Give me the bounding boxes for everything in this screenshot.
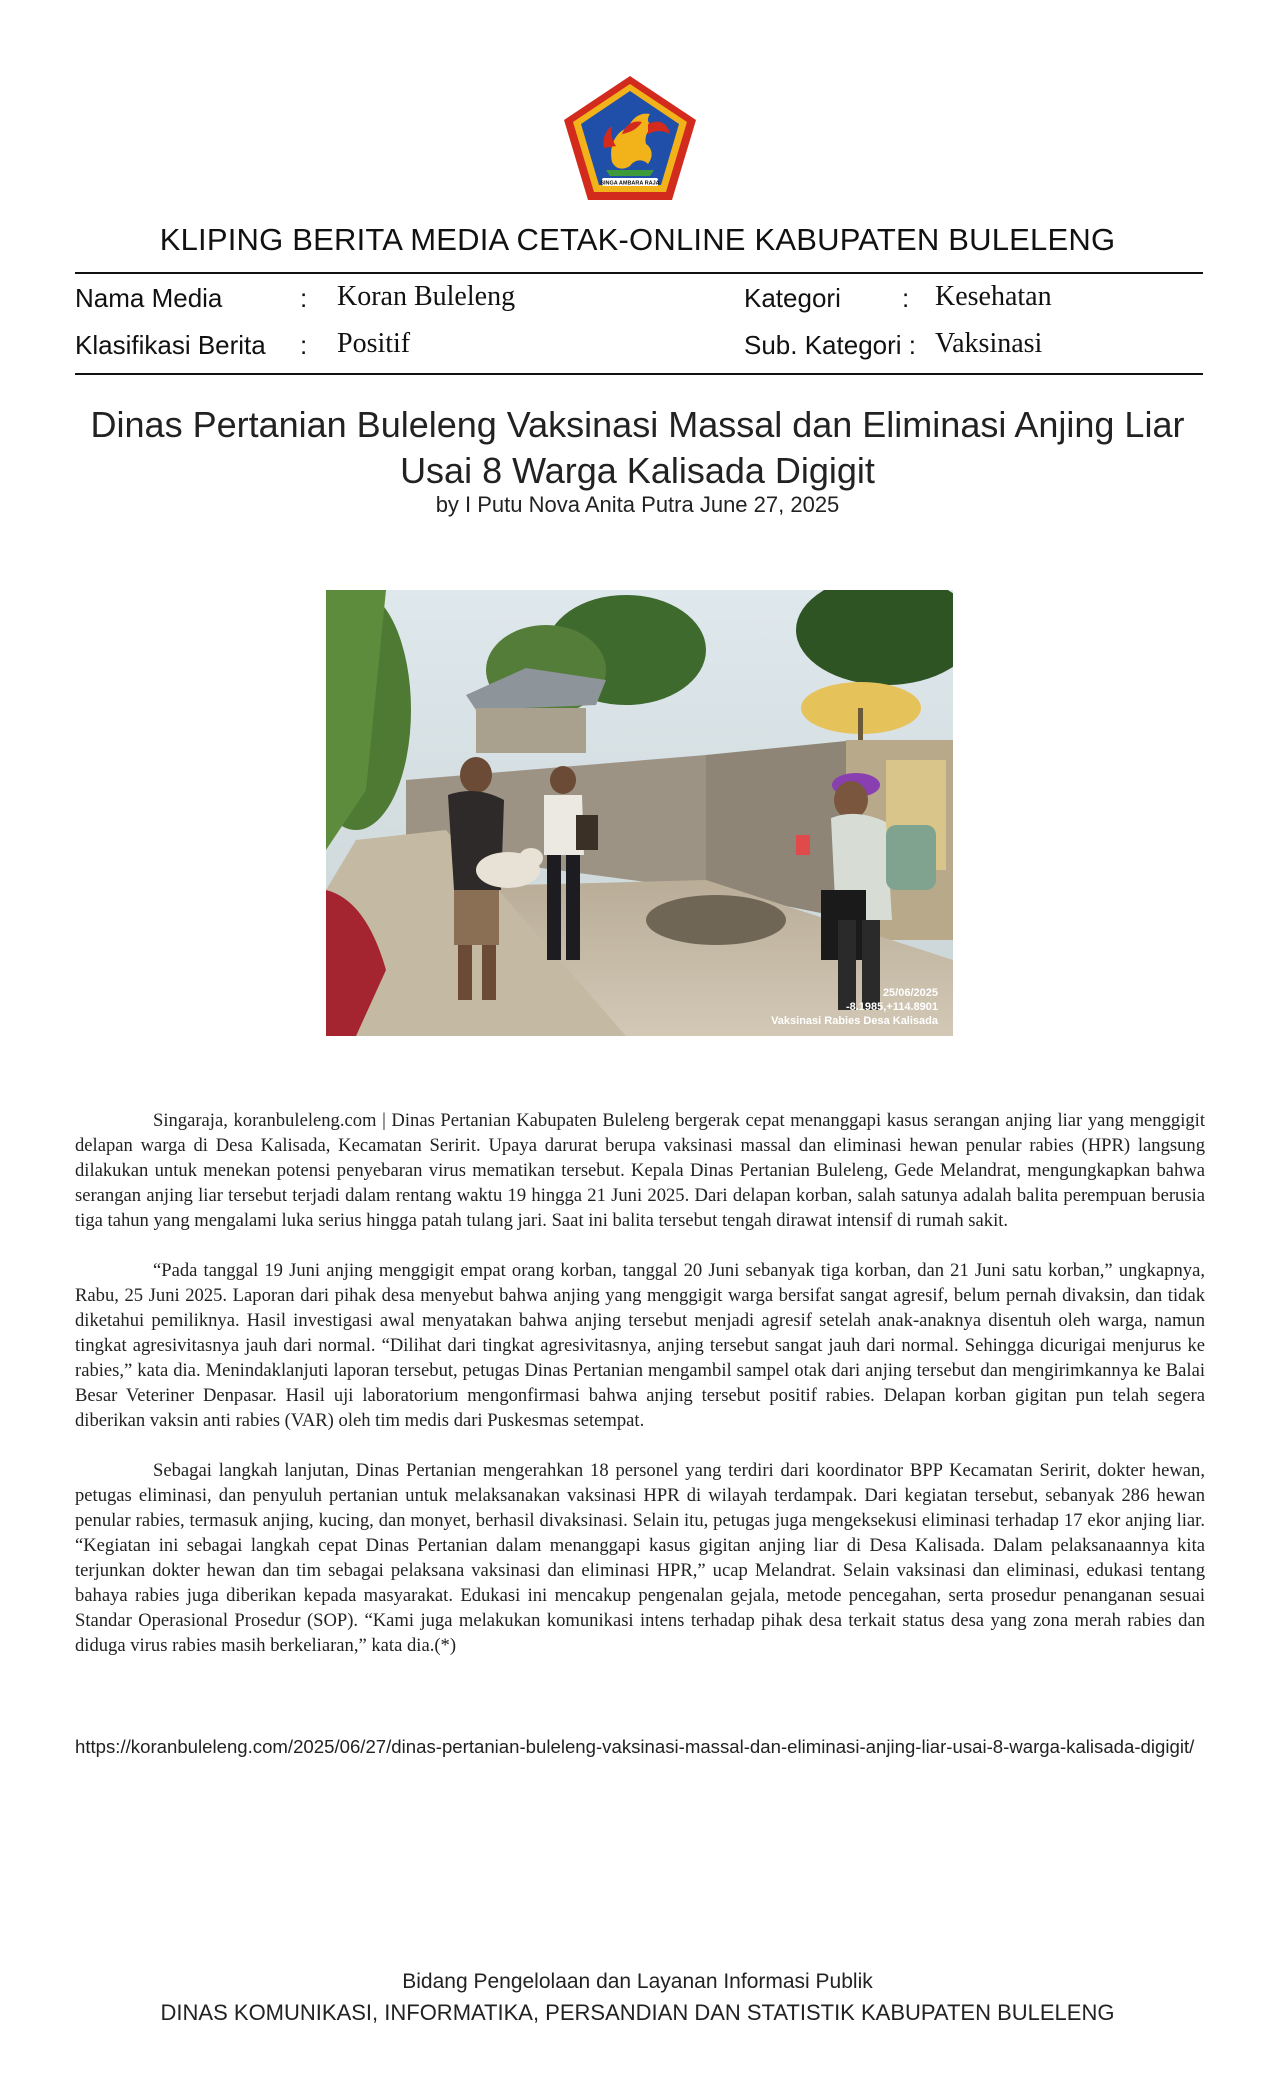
article-byline: by I Putu Nova Anita Putra June 27, 2025: [435, 492, 840, 517]
kategori-label: Kategori: [744, 283, 841, 313]
nama-media-value: Koran Buleleng: [337, 281, 516, 312]
article-paragraph: Sebagai langkah lanjutan, Dinas Pertanian mengerahkan 18 personel yang terdiri dari koordinator BPP Kecamatan Seririt, dokter hewan, petugas eliminasi, dan penyuluh pertanian untuk melaksanakan vaksinasi HPR di wilayah terdampak. Dari kegiatan tersebut, sebanyak 286 hewan penular rabies, termasuk anjing, kucing, dan monyet, berhasil divaksinasi. Selain itu, petugas juga mengeksekusi eliminasi terhadap 17 ekor anjing liar. “Kegiatan ini sebagai langkah cepat Dinas Pertanian dalam menanggapi kasus gigitan anjing liar di Desa Kalisada. Dalam pelaksanaannya kita terjunkan dokter hewan dan tim sebagai pelaksana vaksinasi dan eliminasi HPR,” ucap Melandrat. Selain vaksinasi dan eliminasi, edukasi tentang bahaya rabies juga diberikan kepada masyarakat. Edukasi ini mencakup pengenalan gejala, metode pencegahan, serta prosedur penanganan sesuai Standar Operasional Prosedur (SOP). “Kami juga melakukan komunikasi intens terhadap pihak desa terkait status desa yang zona merah rabies dan diduga virus rabies masih berkeliaran,” kata dia.(*): [75, 1460, 1205, 1656]
footer-agency: DINAS KOMUNIKASI, INFORMATIKA, PERSANDIAN DAN STATISTIK KABUPATEN BULELENG: [160, 2000, 1115, 2025]
photo-stamp-caption: Vaksinasi Rabies Desa Kalisada: [771, 1015, 938, 1027]
klasifikasi-colon: :: [300, 330, 308, 360]
article-body: [75, 1108, 1205, 1683]
regency-crest-icon: [562, 74, 698, 202]
subkategori-label: Sub. Kategori :: [744, 330, 916, 360]
footer-division: Bidang Pengelolaan dan Layanan Informasi Publik: [402, 1970, 873, 1993]
article-paragraph: “Pada tanggal 19 Juni anjing menggigit empat orang korban, tanggal 20 Juni sebanyak tiga korban, dan 21 Juni satu korban,” ungkapnya, Rabu, 25 Juni 2025. Laporan dari pihak desa menyebut bahwa anjing yang menggigit warga bersifat sangat agresif, belum pernah divaksin, dan tidak diketahui pemiliknya. Hasil investigasi awal menyatakan bahwa anjing tersebut menjadi agresif setelah anak-anaknya disentuh oleh warga, namun tingkat agresivitasnya jauh dari normal. “Dilihat dari tingkat agresivitasnya, anjing tersebut sangat jauh dari normal. Sehingga dicurigai menjurus ke rabies,” kata dia. Menindaklanjuti laporan tersebut, petugas Dinas Pertanian mengambil sampel otak dari anjing tersebut dan mengirimkannya ke Balai Besar Veteriner Denpasar. Hasil uji laboratorium mengonfirmasi bahwa anjing tersebut positif rabies. Delapan korban gigitan pun telah segera diberikan vaksin anti rabies (VAR) oleh tim medis dari Puskesmas setempat.: [75, 1260, 1205, 1431]
article-title: Dinas Pertanian Buleleng Vaksinasi Massal dan Eliminasi Anjing Liar Usai 8 Warga Kalisada Digigit: [90, 404, 1185, 491]
photo-stamp-coords: -8.1985,+114.8901: [845, 1001, 938, 1013]
nama-media-label: Nama Media: [75, 283, 223, 313]
kategori-value: Kesehatan: [935, 281, 1052, 312]
kategori-colon: :: [902, 283, 910, 313]
bottom-divider: [75, 373, 1203, 375]
document-heading: KLIPING BERITA MEDIA CETAK-ONLINE KABUPATEN BULELENG: [159, 222, 1116, 257]
nama-media-colon: :: [300, 283, 308, 313]
top-divider: [75, 272, 1203, 274]
klasifikasi-value: Positif: [337, 328, 411, 359]
article-paragraph: Singaraja, koranbuleleng.com | Dinas Pertanian Kabupaten Buleleng bergerak cepat menanggapi kasus serangan anjing liar yang menggigit delapan warga di Desa Kalisada, Kecamatan Seririt. Upaya darurat berupa vaksinasi massal dan eliminasi hewan penular rabies (HPR) langsung dilakukan untuk menekan potensi penyebaran virus mematikan tersebut. Kepala Dinas Pertanian Buleleng, Gede Melandrat, mengungkapkan bahwa serangan anjing liar tersebut terjadi dalam rentang waktu 19 hingga 21 Juni 2025. Dari delapan korban, salah satunya adalah balita perempuan berusia tiga tahun yang mengalami luka serius hingga patah tulang jari. Saat ini balita tersebut tengah dirawat intensif di rumah sakit.: [75, 1110, 1205, 1231]
photo-stamp-date: 25/06/2025: [882, 987, 938, 999]
klasifikasi-label: Klasifikasi Berita: [75, 330, 266, 360]
subkategori-value: Vaksinasi: [935, 328, 1043, 359]
crest-motto: SINGA AMBARA RAJA: [600, 180, 660, 187]
article-photo: [326, 590, 953, 1036]
source-url[interactable]: https://koranbuleleng.com/2025/06/27/dinas-pertanian-buleleng-vaksinasi-massal-dan-eliminasi-anjing-liar-usai-8-warga-kalisada-digigit/: [75, 1736, 1195, 1757]
